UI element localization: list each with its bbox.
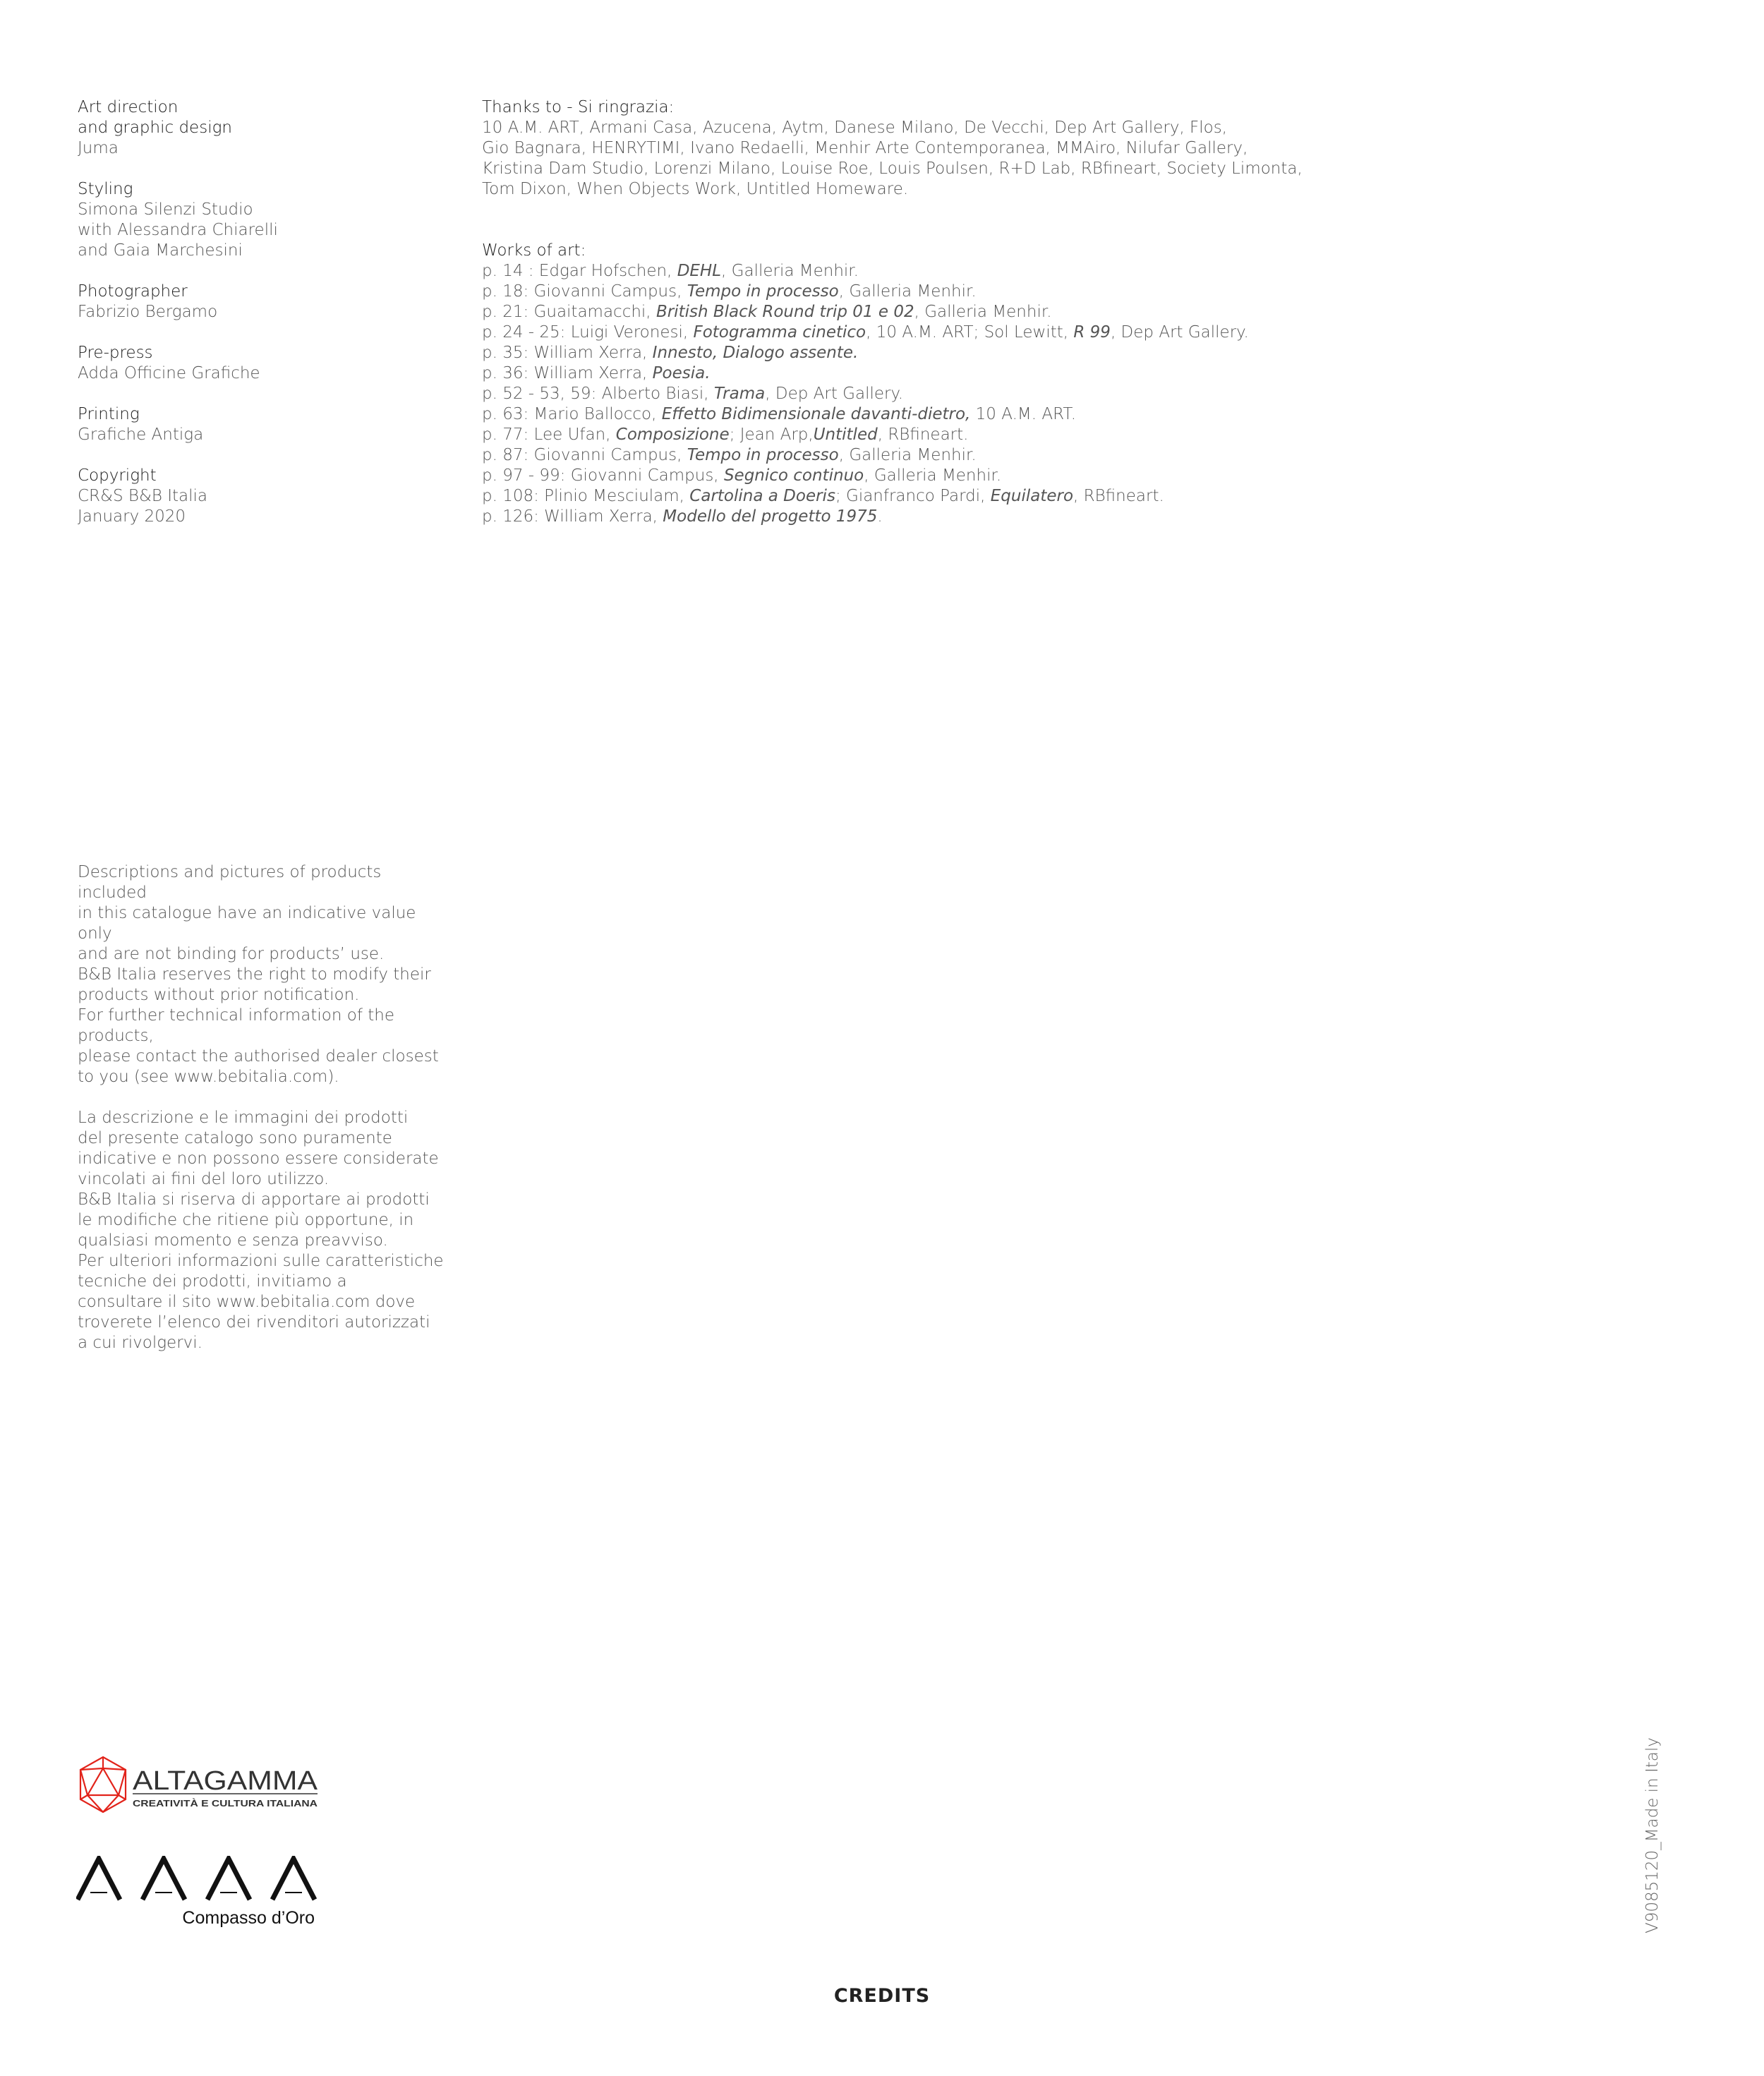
thanks-section xyxy=(482,97,1303,200)
compasso-doro-logo xyxy=(76,1856,320,1933)
artwork-title: Fotogramma cinetico xyxy=(693,323,866,342)
credit-role: Printing xyxy=(78,405,140,423)
page-footer-title: CREDITS xyxy=(833,1985,931,2007)
credit-role: Art direction xyxy=(78,98,179,116)
artwork-title: British Black Round trip 01 e 02 xyxy=(656,303,914,321)
artwork-credit-line xyxy=(482,261,1279,282)
artwork-text: , Dep Art Gallery. xyxy=(765,385,904,403)
artwork-credit-line xyxy=(482,404,1279,425)
credit-entry xyxy=(78,343,430,384)
artwork-text: p. 77: Lee Ufan, xyxy=(482,426,616,444)
artwork-title: Composizione xyxy=(615,426,730,444)
credit-name: CR&S B&B Italia xyxy=(78,487,208,505)
artwork-text: p. 97 - 99: Giovanni Campus, xyxy=(482,466,724,485)
altagamma-icosahedron-icon xyxy=(80,1757,126,1812)
compasso-name: Compasso d’Oro xyxy=(182,1908,315,1928)
works-list xyxy=(482,261,1279,527)
credit-name: Fabrizio Bergamo xyxy=(78,303,218,321)
artwork-credit-line xyxy=(482,282,1279,302)
artwork-text: p. 36: William Xerra, xyxy=(482,364,653,382)
artwork-title: DEHL xyxy=(677,262,722,280)
artwork-text: , Galleria Menhir. xyxy=(721,262,859,280)
artwork-title: Poesia. xyxy=(652,364,711,382)
artwork-text: p. 87: Giovanni Campus, xyxy=(482,446,687,464)
credit-name: January 2020 xyxy=(78,507,186,526)
product-code xyxy=(1643,1736,1671,1933)
credit-name: with Alessandra Chiarelli xyxy=(78,221,278,239)
credit-entry xyxy=(78,97,430,159)
artwork-credit-line xyxy=(482,302,1279,322)
artwork-credit-line xyxy=(482,384,1279,404)
credit-role: Pre-press xyxy=(78,344,153,362)
artwork-text: , Galleria Menhir. xyxy=(914,303,1052,321)
credit-name: and Gaia Marchesini xyxy=(78,241,243,260)
artwork-credit-line xyxy=(482,322,1279,343)
artwork-text: p. 21: Guaitamacchi, xyxy=(482,303,656,321)
artwork-text: , Galleria Menhir. xyxy=(838,446,977,464)
credit-entry xyxy=(78,466,430,527)
disclaimer-english: Descriptions and pictures of products included in this catalogue have an indicative value only and are not binding for products’ use. B&B Italia reserves the right to modify their products without prior notification. For further technical information of the products, please contact the authorised dealer closest to you (see www.bebitalia.com). xyxy=(78,863,439,1086)
artwork-title: Trama xyxy=(713,385,766,403)
artwork-text: , 10 A.M. ART; Sol Lewitt, xyxy=(866,323,1074,342)
altagamma-name: ALTAGAMMA xyxy=(133,1766,318,1796)
artwork-credit-line xyxy=(482,363,1279,384)
artwork-title: R 99 xyxy=(1073,323,1111,342)
artwork-text: p. 18: Giovanni Campus, xyxy=(482,282,687,301)
product-code-text: V9085120_Made in Italy xyxy=(1643,1737,1662,1933)
artwork-text: ; Jean Arp, xyxy=(729,426,814,444)
artwork-text: , Galleria Menhir. xyxy=(838,282,977,301)
thanks-line: 10 A.M. ART, Armani Casa, Azucena, Aytm, Danese Milano, De Vecchi, Dep Art Gallery, Flos, xyxy=(482,119,1228,137)
artwork-text: p. 108: Plinio Mesciulam, xyxy=(482,487,690,505)
credit-role: Copyright xyxy=(78,466,157,485)
artwork-credit-line xyxy=(482,343,1279,363)
credit-entry xyxy=(78,282,430,322)
thanks-line: Kristina Dam Studio, Lorenzi Milano, Louise Roe, Louis Poulsen, R+D Lab, RBfineart, Society Limonta, xyxy=(482,159,1303,178)
artwork-text: , Dep Art Gallery. xyxy=(1110,323,1249,342)
artwork-title: Untitled xyxy=(813,426,878,444)
artwork-title: Tempo in processo xyxy=(687,282,839,301)
artwork-credit-line xyxy=(482,507,1279,527)
disclaimer xyxy=(78,862,445,1374)
artwork-title: Equilatero xyxy=(990,487,1074,505)
artwork-text: , RBfineart. xyxy=(877,426,969,444)
disclaimer-italian: La descrizione e le immagini dei prodotti del presente catalogo sono puramente indicative e non possono essere considerate vincolati ai fini del loro utilizzo. B&B Italia si riserva di apportare ai prodotti le modifiche che ritiene più opportune, in qualsiasi momento e senza preavviso. Per ulteriori informazioni sulle caratteristiche tecniche dei prodotti, invitiamo a consultare il sito www.bebitalia.com dove troverete l’elenco dei rivenditori autorizzati a cui rivolgervi. xyxy=(78,1109,444,1352)
credit-role: and graphic design xyxy=(78,119,232,137)
artwork-title: Effetto Bidimensionale davanti-dietro, xyxy=(661,405,971,423)
credit-name: Grafiche Antiga xyxy=(78,426,204,444)
altagamma-logo xyxy=(76,1756,320,1816)
artwork-text: 10 A.M. ART. xyxy=(970,405,1077,423)
thanks-line: Gio Bagnara, HENRYTIMI, Ivano Redaelli, Menhir Arte Contemporanea, MMAiro, Nilufar Gallery, xyxy=(482,139,1248,157)
artwork-text: p. 14 : Edgar Hofschen, xyxy=(482,262,677,280)
credit-name: Simona Silenzi Studio xyxy=(78,200,253,219)
credits-list xyxy=(78,97,430,548)
thanks-title: Thanks to - Si ringrazia: xyxy=(482,98,675,116)
artwork-text: p. 63: Mario Ballocco, xyxy=(482,405,662,423)
thanks-line: Tom Dixon, When Objects Work, Untitled Homeware. xyxy=(482,180,909,198)
artwork-text: , Galleria Menhir. xyxy=(864,466,1002,485)
artwork-title: Cartolina a Doeris xyxy=(689,487,835,505)
altagamma-tagline: CREATIVITÀ E CULTURA ITALIANA xyxy=(133,1798,318,1809)
credit-role: Photographer xyxy=(78,282,188,301)
credit-name: Adda Officine Grafiche xyxy=(78,364,260,382)
artwork-title: Modello del progetto 1975 xyxy=(663,507,878,526)
artwork-text: , RBfineart. xyxy=(1073,487,1164,505)
artwork-title: Innesto, Dialogo assente. xyxy=(652,344,859,362)
artwork-credit-line xyxy=(482,425,1279,445)
artwork-text: . xyxy=(877,507,883,526)
credit-role: Styling xyxy=(78,180,133,198)
artwork-title: Segnico continuo xyxy=(723,466,864,485)
artwork-credit-line xyxy=(482,486,1279,507)
compasso-triangles-icon xyxy=(78,1859,315,1900)
artwork-text: p. 52 - 53, 59: Alberto Biasi, xyxy=(482,385,714,403)
artwork-text: p. 126: William Xerra, xyxy=(482,507,663,526)
artwork-text: p. 24 - 25: Luigi Veronesi, xyxy=(482,323,694,342)
artwork-title: Tempo in processo xyxy=(687,446,839,464)
artwork-credit-line xyxy=(482,445,1279,466)
credit-entry xyxy=(78,179,430,261)
works-title: Works of art: xyxy=(482,241,586,260)
credit-entry xyxy=(78,404,430,445)
works-of-art-section xyxy=(482,241,1279,527)
artwork-text: ; Gianfranco Pardi, xyxy=(835,487,991,505)
artwork-credit-line xyxy=(482,466,1279,486)
artwork-text: p. 35: William Xerra, xyxy=(482,344,653,362)
credit-name: Juma xyxy=(78,139,119,157)
